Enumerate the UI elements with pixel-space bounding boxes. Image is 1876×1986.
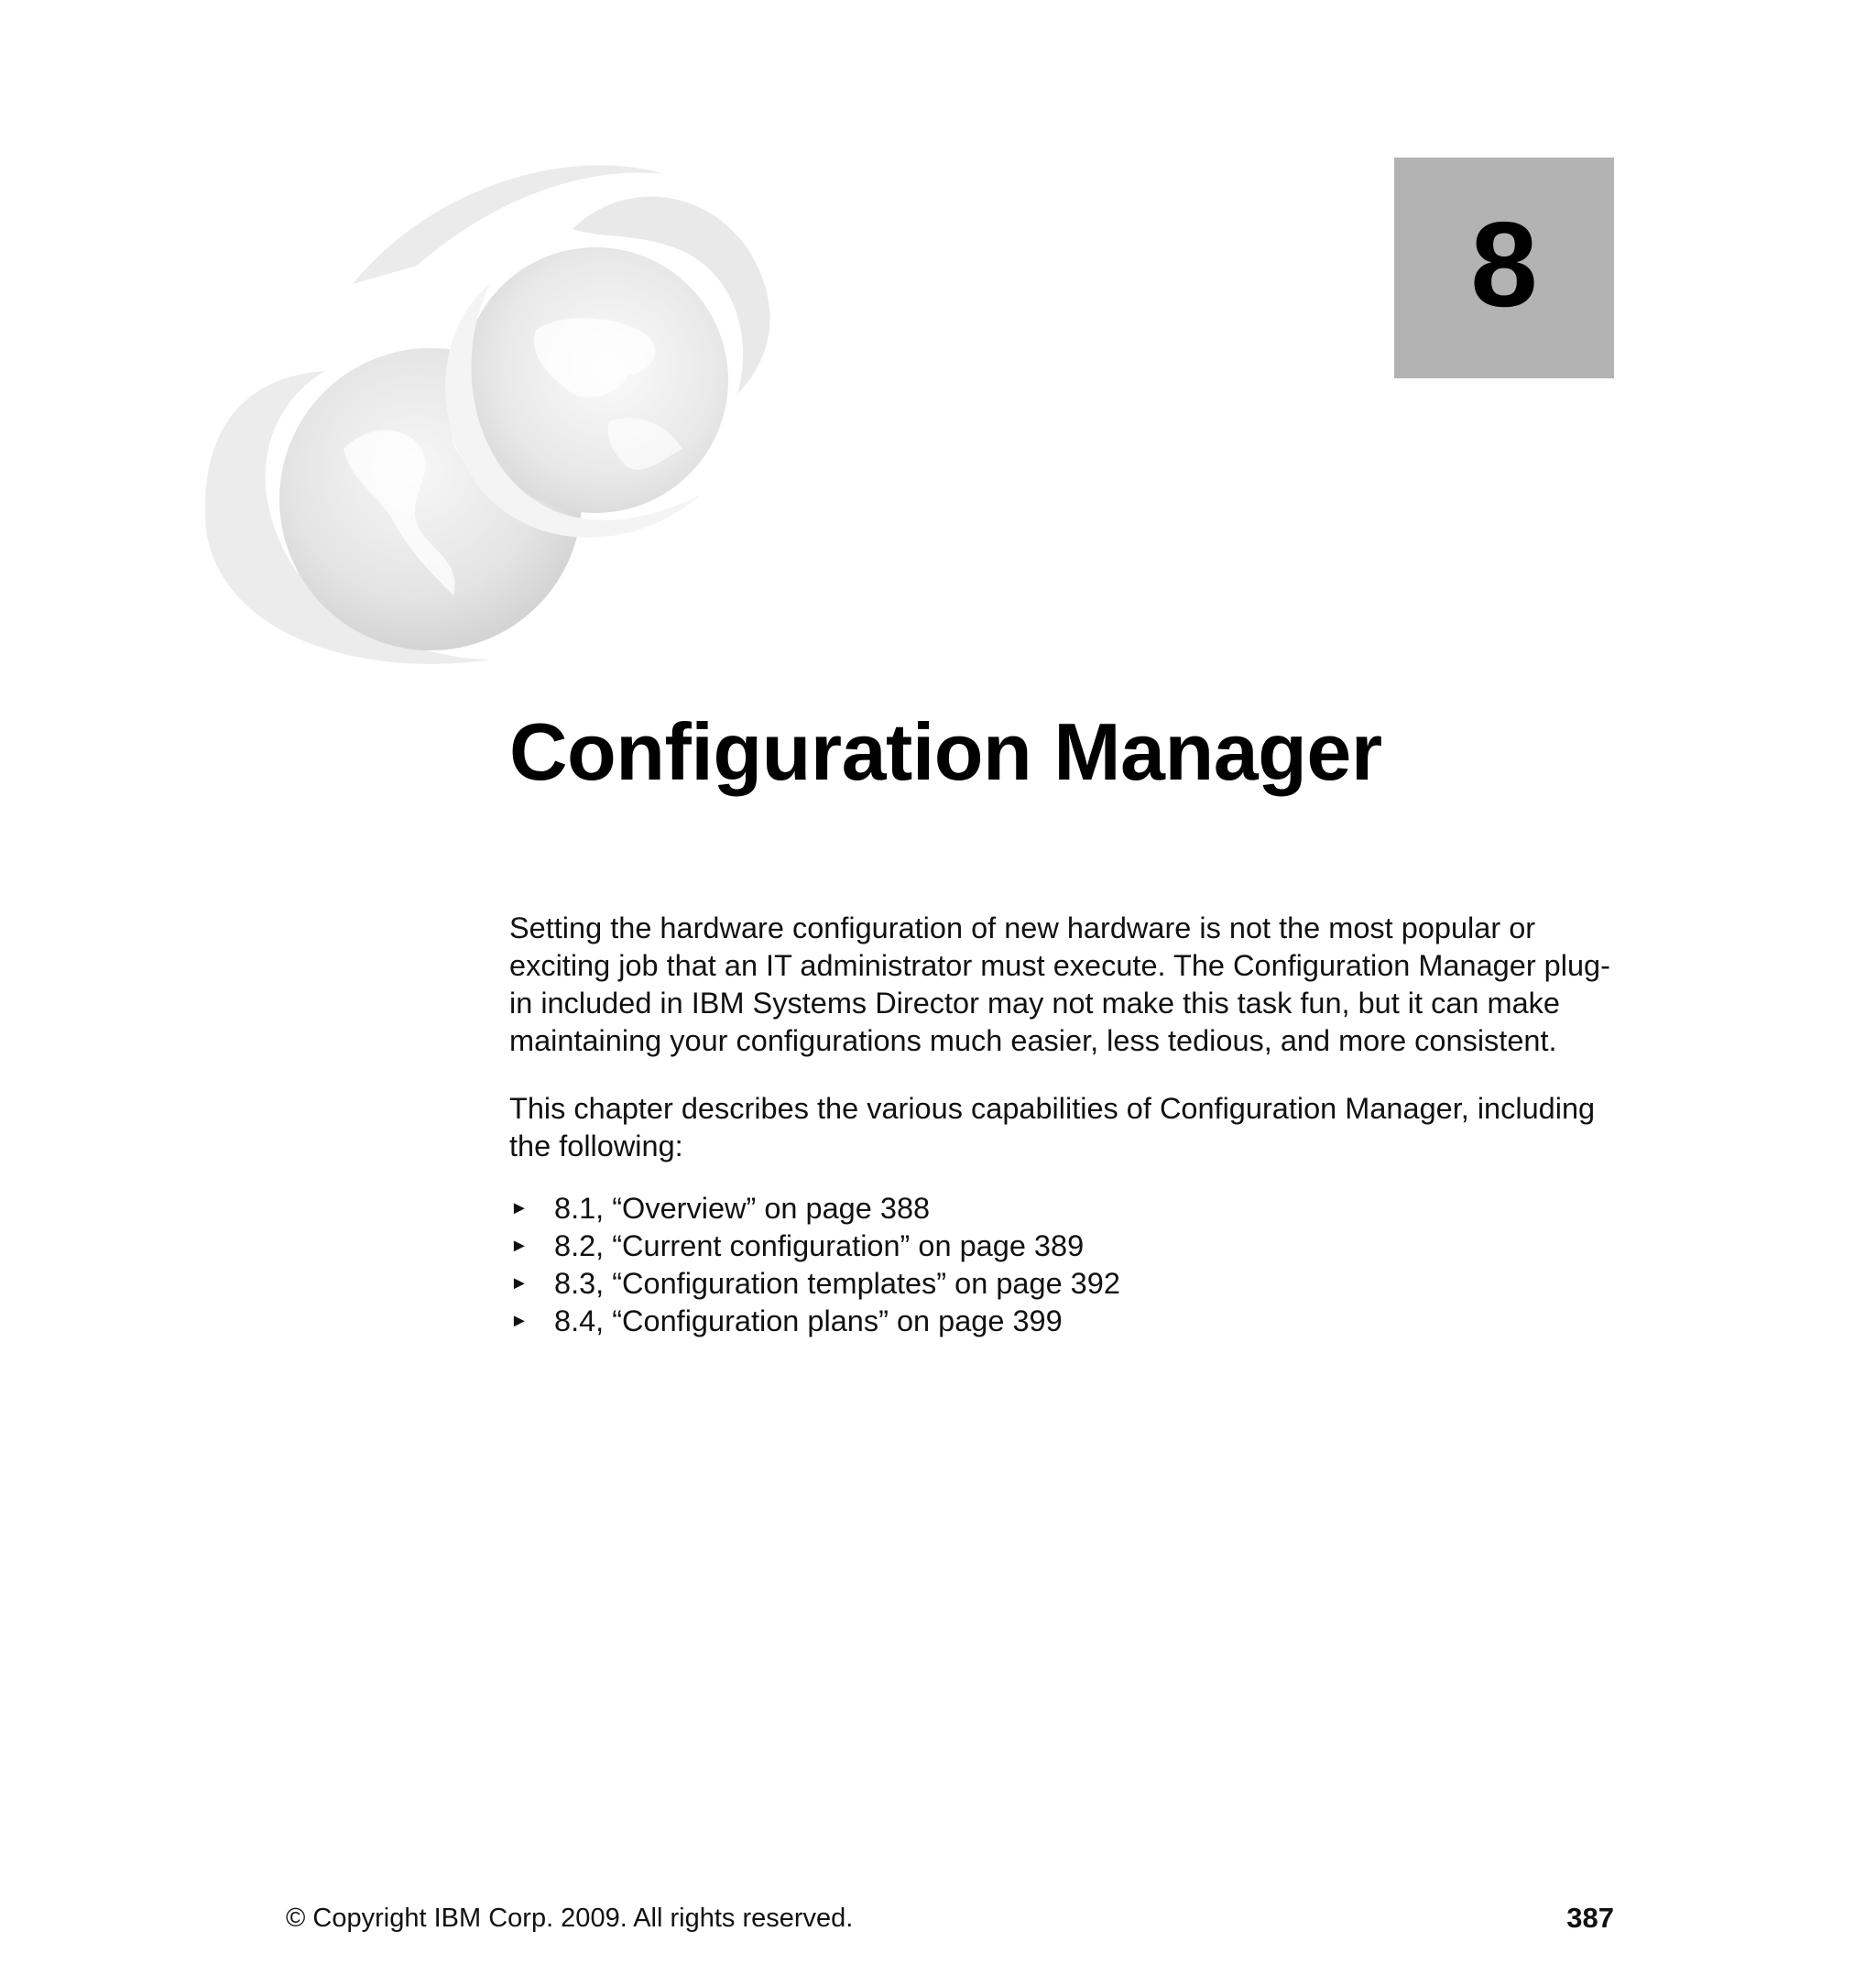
toc-item[interactable]	[509, 1190, 1627, 1228]
ibm-globe-swirl-icon	[188, 147, 847, 678]
bullet-triangle-icon: ►	[510, 1273, 529, 1293]
toc-item-link[interactable]: 8.3, “Configuration templates” on page 392	[554, 1267, 1120, 1300]
toc-item[interactable]	[509, 1303, 1627, 1340]
toc-item[interactable]	[509, 1228, 1627, 1265]
chapter-number: 8	[1470, 196, 1538, 332]
bullet-triangle-icon: ►	[510, 1311, 529, 1331]
chapter-introduction	[509, 910, 1627, 1340]
overview-paragraph: This chapter describes the various capabilities of Configuration Manager, including the following:	[509, 1092, 1596, 1162]
toc-item-link[interactable]: 8.1, “Overview” on page 388	[554, 1192, 931, 1225]
toc-item-link[interactable]: 8.4, “Configuration plans” on page 399	[554, 1304, 1063, 1337]
chapter-toc-list	[509, 1190, 1627, 1340]
intro-paragraph: Setting the hardware configuration of new hardware is not the most popular or exciting job that an IT administrator must execute. The Configuration Manager plug-in included in IBM Systems Director may not make this task fun, but it can make maintaining your configurations much easier, less tedious, and more consistent.	[509, 911, 1610, 1057]
page-number: 387	[1566, 1902, 1614, 1934]
bullet-triangle-icon: ►	[510, 1236, 529, 1256]
toc-item[interactable]	[509, 1265, 1627, 1303]
toc-item-link[interactable]: 8.2, “Current configuration” on page 389	[554, 1229, 1085, 1262]
chapter-title: Configuration Manager	[509, 706, 1382, 797]
chapter-number-box	[1394, 158, 1614, 378]
footer-copyright: © Copyright IBM Corp. 2009. All rights reserved.	[286, 1904, 854, 1933]
bullet-triangle-icon: ►	[510, 1198, 529, 1218]
